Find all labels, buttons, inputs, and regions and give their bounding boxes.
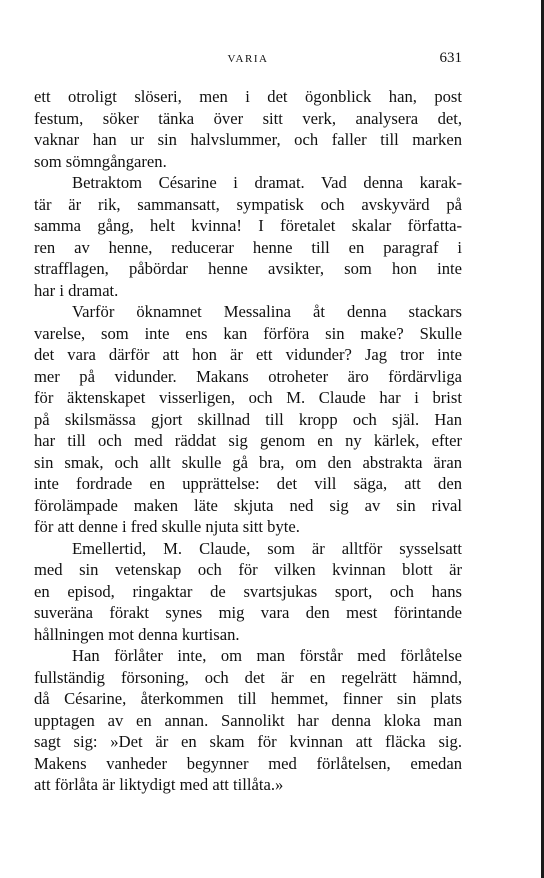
text-line: samma gång, helt kvinna! I företalet skalar författa- bbox=[34, 216, 462, 235]
text-line: Varför öknamnet Messalina åt denna stackars bbox=[72, 302, 462, 321]
text-line: ett otroligt slöseri, men i det ögonblick han, post bbox=[34, 87, 462, 106]
text-line: tär är rik, sammansatt, sympatisk och avskyvärd på bbox=[34, 194, 462, 214]
text-line: med sin vetenskap och för vilken kvinnan blott är bbox=[34, 560, 462, 579]
text-line: då Césarine, återkommen till hemmet, finner sin plats bbox=[34, 689, 462, 708]
text-line: upptagen av en annan. Sannolikt har denna kloka man bbox=[34, 710, 462, 730]
text-line: på skilsmässa gjort skillnad till kropp och själ. Han bbox=[34, 409, 462, 429]
text-line: att förlåta är liktydigt med att tillåta.» bbox=[34, 775, 284, 794]
text-line: mer på vidunder. Makans otroheter äro fördärvliga bbox=[34, 366, 462, 386]
text-line: fullständig försoning, och det är en regelrätt hämnd, bbox=[34, 667, 462, 687]
text-line: inte fordrade en upprättelse: det vill säga, att den bbox=[34, 474, 462, 493]
text-line: strafflagen, påbördar henne avsikter, som hon inte bbox=[34, 259, 462, 278]
text-line: Betraktom Césarine i dramat. Vad denna karak- bbox=[72, 173, 462, 192]
text-line: suveräna förakt synes mig vara den mest förintande bbox=[34, 603, 462, 622]
text-line: förolämpade maken läte skjuta ned sig av sin rival bbox=[34, 495, 462, 515]
body-text bbox=[34, 86, 462, 796]
text-line: har till och med räddat sig genom en ny kärlek, efter bbox=[34, 431, 462, 450]
text-line: en episod, ringaktar de svartsjukas sport, och hans bbox=[34, 581, 462, 601]
text-line: har i dramat. bbox=[34, 280, 119, 300]
text-line: ren av henne, reducerar henne till en paragraf i bbox=[34, 237, 462, 257]
text-line: det vara därför att hon är ett vidunder? Jag tror inte bbox=[34, 345, 462, 364]
text-line: Emellertid, M. Claude, som är alltför sysselsatt bbox=[72, 538, 462, 558]
text-line: sin smak, och allt skulle gå bra, om den abstrakta äran bbox=[34, 452, 462, 472]
text-line: som sömngångaren. bbox=[34, 151, 167, 171]
text-line: för att denne i fred skulle njuta sitt byte. bbox=[34, 517, 300, 536]
text-line: sagt sig: »Det är en skam för kvinnan att fläcka sig. bbox=[34, 732, 462, 751]
text-line: varelse, som inte ens kan förföra sin make? Skulle bbox=[34, 323, 462, 343]
text-line: för äktenskapet visserligen, och M. Claude har i brist bbox=[34, 388, 462, 407]
text-line: Han förlåter inte, om man förstår med förlåtelse bbox=[72, 646, 462, 665]
text-line: vaknar han ur sin halvslummer, och faller till marken bbox=[34, 130, 462, 149]
text-line: festum, söker tänka över sitt verk, analysera det, bbox=[34, 108, 462, 128]
running-title: VARIA bbox=[227, 53, 269, 65]
text-line: Makens vanheder begynner med förlåtelsen, emedan bbox=[34, 753, 462, 773]
text-line: hållningen mot denna kurtisan. bbox=[34, 624, 240, 644]
running-header bbox=[34, 50, 462, 70]
page-number: 631 bbox=[439, 50, 462, 66]
